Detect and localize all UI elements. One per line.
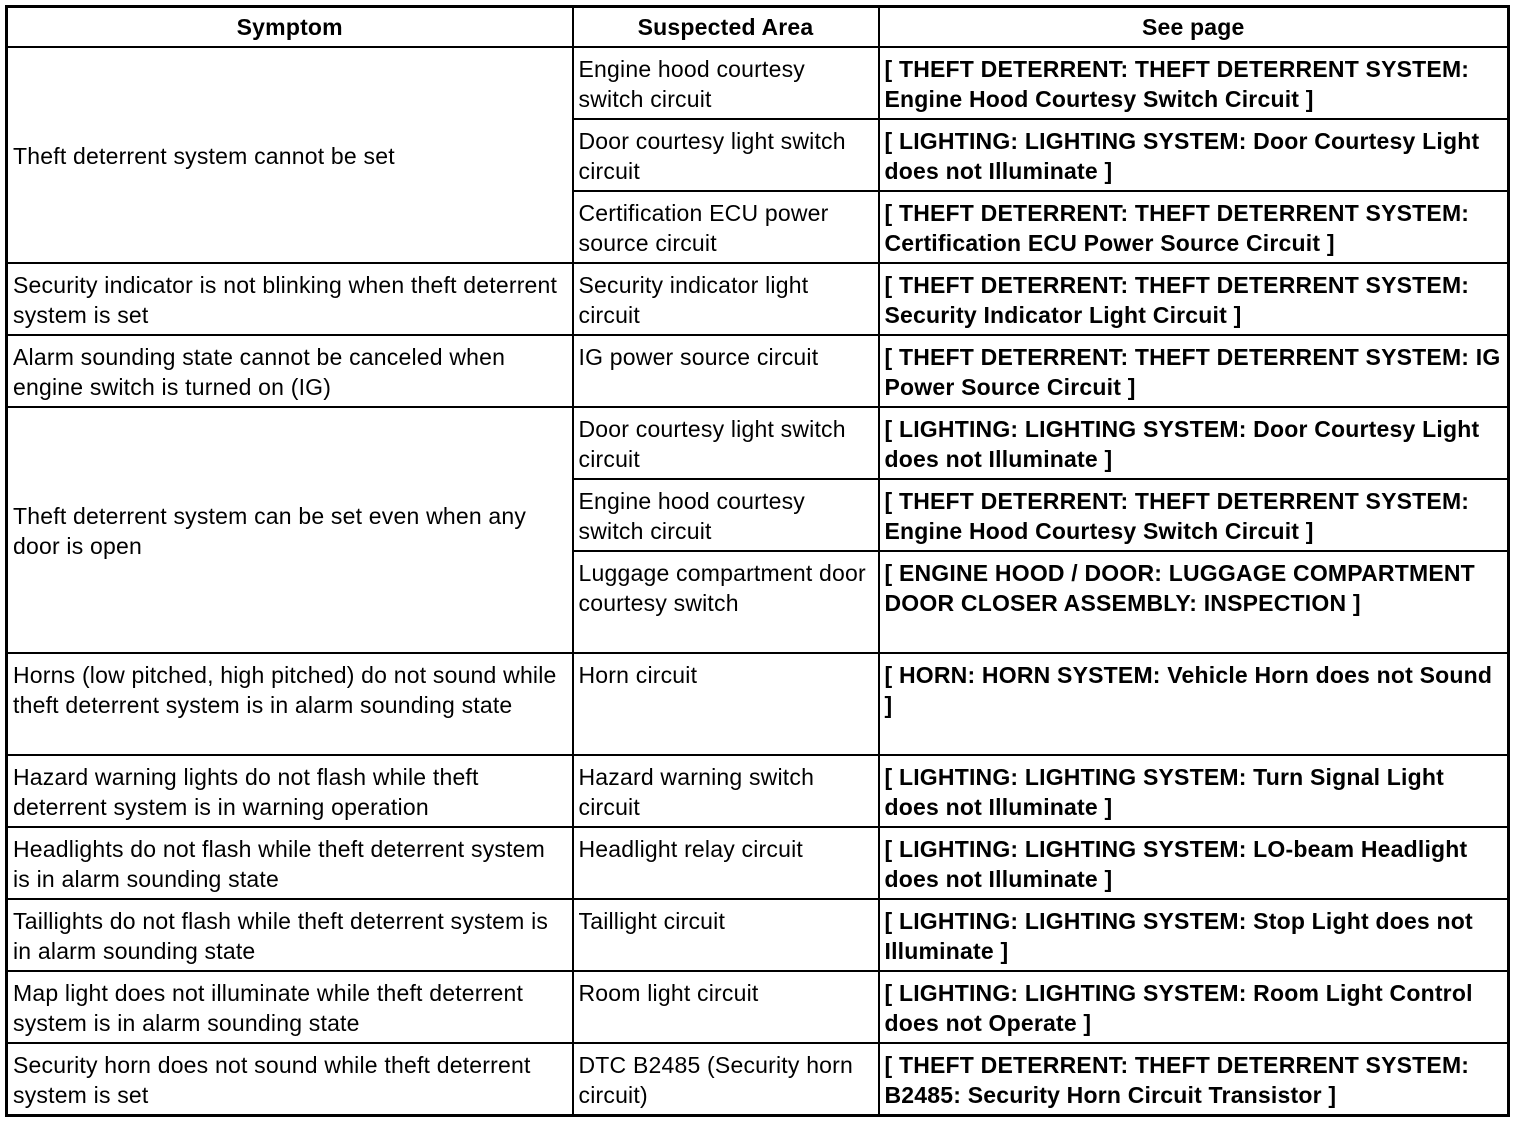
suspected-area-cell: Room light circuit bbox=[573, 971, 879, 1043]
table-row bbox=[7, 47, 1509, 119]
suspected-area-cell: IG power source circuit bbox=[573, 335, 879, 407]
symptom-cell: Alarm sounding state cannot be canceled when engine switch is turned on (IG) bbox=[7, 335, 573, 407]
table-row bbox=[7, 755, 1509, 827]
suspected-area-cell: Door courtesy light switch circuit bbox=[573, 407, 879, 479]
table-row bbox=[7, 335, 1509, 407]
problem-symptoms-table bbox=[5, 5, 1510, 1117]
table-row bbox=[7, 827, 1509, 899]
see-page-link[interactable]: [ THEFT DETERRENT: THEFT DETERRENT SYSTEM: Engine Hood Courtesy Switch Circuit ] bbox=[879, 479, 1509, 551]
table-row bbox=[7, 653, 1509, 755]
suspected-area-cell: Engine hood courtesy switch circuit bbox=[573, 47, 879, 119]
symptom-cell: Taillights do not flash while theft deterrent system is in alarm sounding state bbox=[7, 899, 573, 971]
header-see-page: See page bbox=[879, 7, 1509, 48]
table-row bbox=[7, 971, 1509, 1043]
suspected-area-cell: Taillight circuit bbox=[573, 899, 879, 971]
see-page-link[interactable]: [ THEFT DETERRENT: THEFT DETERRENT SYSTEM: Certification ECU Power Source Circuit ] bbox=[879, 191, 1509, 263]
suspected-area-cell: DTC B2485 (Security horn circuit) bbox=[573, 1043, 879, 1116]
see-page-link[interactable]: [ HORN: HORN SYSTEM: Vehicle Horn does not Sound ] bbox=[879, 653, 1509, 755]
symptom-cell: Security indicator is not blinking when theft deterrent system is set bbox=[7, 263, 573, 335]
header-row bbox=[7, 7, 1509, 48]
symptom-cell: Theft deterrent system can be set even when any door is open bbox=[7, 407, 573, 653]
table-row bbox=[7, 1043, 1509, 1116]
symptom-cell: Theft deterrent system cannot be set bbox=[7, 47, 573, 263]
see-page-link[interactable]: [ LIGHTING: LIGHTING SYSTEM: Turn Signal Light does not Illuminate ] bbox=[879, 755, 1509, 827]
symptom-cell: Horns (low pitched, high pitched) do not sound while theft deterrent system is in alarm sounding state bbox=[7, 653, 573, 755]
table-header bbox=[7, 7, 1509, 48]
header-suspected-area: Suspected Area bbox=[573, 7, 879, 48]
suspected-area-cell: Hazard warning switch circuit bbox=[573, 755, 879, 827]
table-row bbox=[7, 263, 1509, 335]
table-row bbox=[7, 407, 1509, 479]
suspected-area-cell: Headlight relay circuit bbox=[573, 827, 879, 899]
suspected-area-cell: Luggage compartment door courtesy switch bbox=[573, 551, 879, 653]
symptom-cell: Headlights do not flash while theft deterrent system is in alarm sounding state bbox=[7, 827, 573, 899]
see-page-link[interactable]: [ LIGHTING: LIGHTING SYSTEM: Stop Light does not Illuminate ] bbox=[879, 899, 1509, 971]
symptom-cell: Security horn does not sound while theft deterrent system is set bbox=[7, 1043, 573, 1116]
see-page-link[interactable]: [ THEFT DETERRENT: THEFT DETERRENT SYSTEM: Security Indicator Light Circuit ] bbox=[879, 263, 1509, 335]
see-page-link[interactable]: [ THEFT DETERRENT: THEFT DETERRENT SYSTEM: B2485: Security Horn Circuit Transistor ] bbox=[879, 1043, 1509, 1116]
symptom-cell: Map light does not illuminate while theft deterrent system is in alarm sounding state bbox=[7, 971, 573, 1043]
suspected-area-cell: Door courtesy light switch circuit bbox=[573, 119, 879, 191]
see-page-link[interactable]: [ LIGHTING: LIGHTING SYSTEM: Room Light Control does not Operate ] bbox=[879, 971, 1509, 1043]
see-page-link[interactable]: [ LIGHTING: LIGHTING SYSTEM: Door Courtesy Light does not Illuminate ] bbox=[879, 119, 1509, 191]
see-page-link[interactable]: [ LIGHTING: LIGHTING SYSTEM: Door Courtesy Light does not Illuminate ] bbox=[879, 407, 1509, 479]
see-page-link[interactable]: [ ENGINE HOOD / DOOR: LUGGAGE COMPARTMENT DOOR CLOSER ASSEMBLY: INSPECTION ] bbox=[879, 551, 1509, 653]
header-symptom: Symptom bbox=[7, 7, 573, 48]
symptom-cell: Hazard warning lights do not flash while theft deterrent system is in warning operation bbox=[7, 755, 573, 827]
suspected-area-cell: Engine hood courtesy switch circuit bbox=[573, 479, 879, 551]
table-row bbox=[7, 899, 1509, 971]
see-page-link[interactable]: [ THEFT DETERRENT: THEFT DETERRENT SYSTEM: IG Power Source Circuit ] bbox=[879, 335, 1509, 407]
suspected-area-cell: Security indicator light circuit bbox=[573, 263, 879, 335]
see-page-link[interactable]: [ LIGHTING: LIGHTING SYSTEM: LO-beam Headlight does not Illuminate ] bbox=[879, 827, 1509, 899]
suspected-area-cell: Certification ECU power source circuit bbox=[573, 191, 879, 263]
see-page-link[interactable]: [ THEFT DETERRENT: THEFT DETERRENT SYSTEM: Engine Hood Courtesy Switch Circuit ] bbox=[879, 47, 1509, 119]
table-body bbox=[7, 47, 1509, 1116]
suspected-area-cell: Horn circuit bbox=[573, 653, 879, 755]
